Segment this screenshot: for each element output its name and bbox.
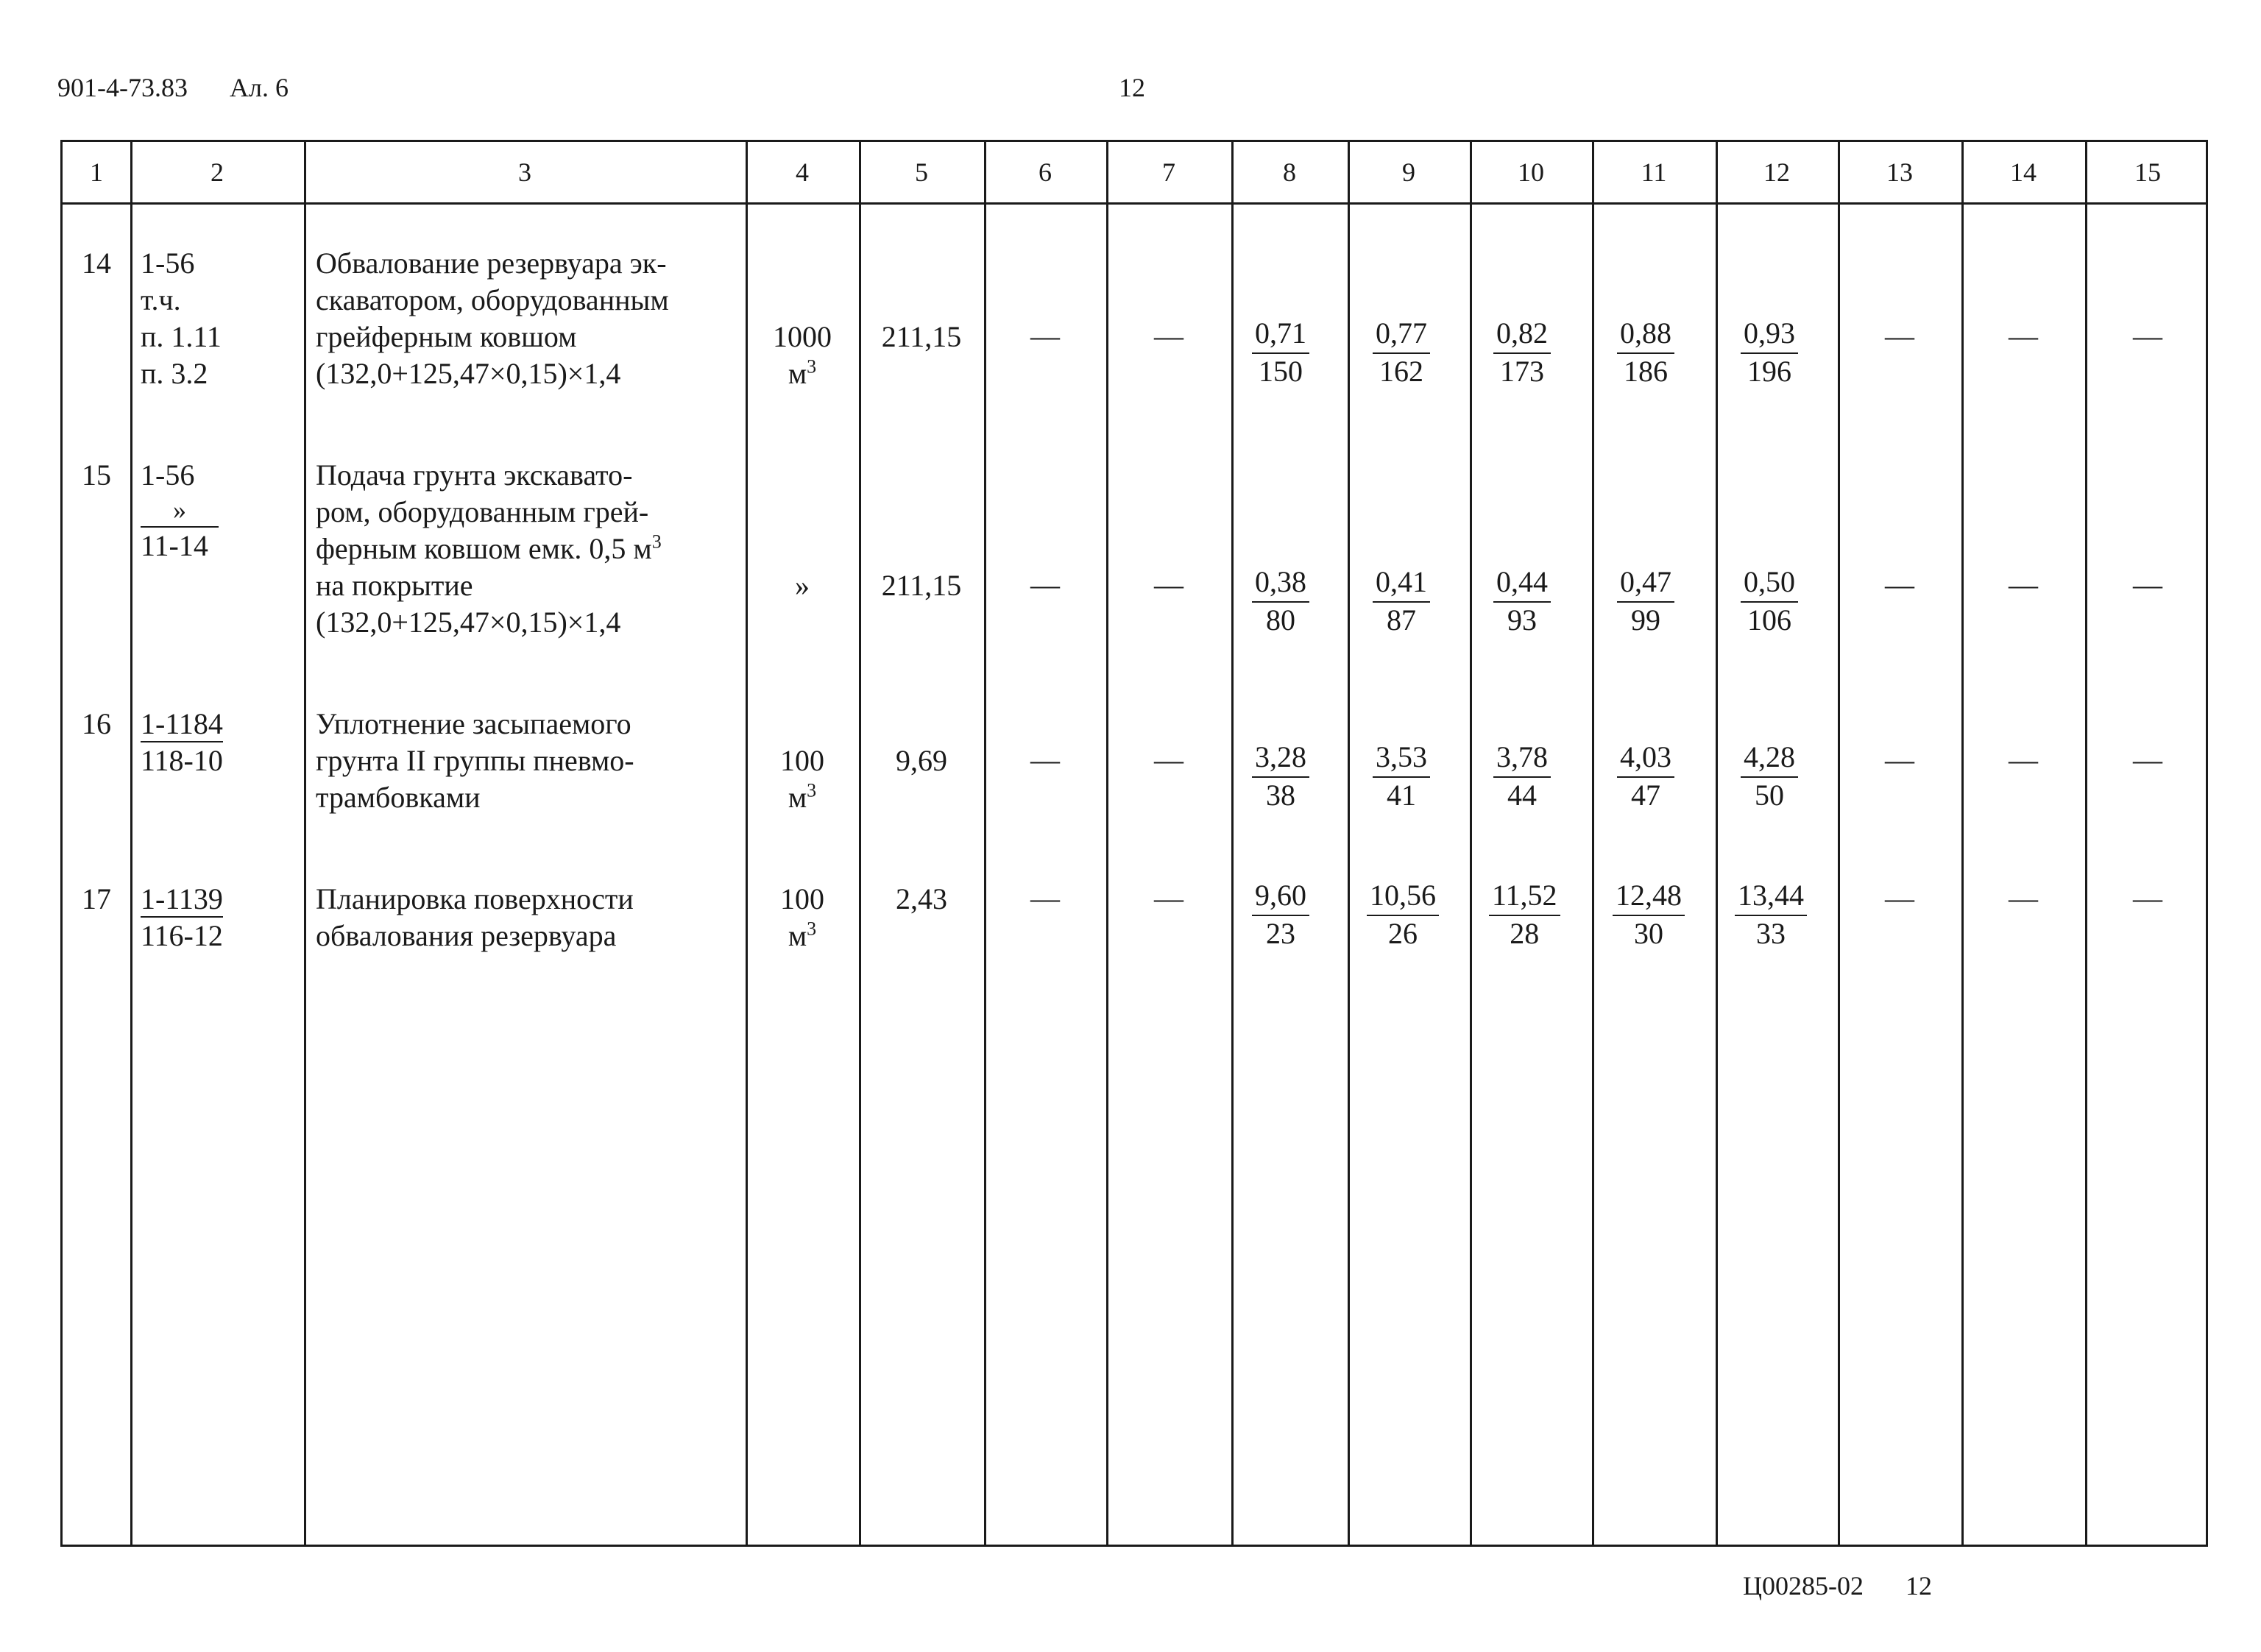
- dash-col15: —: [2133, 743, 2162, 776]
- fraction-bottom: 23: [1266, 917, 1295, 950]
- page-number-top: 12: [1119, 73, 1145, 102]
- fraction-bottom: 196: [1747, 355, 1791, 388]
- fraction-top: 10,56: [1367, 878, 1439, 916]
- desc-line: (132,0+125,47×0,15)×1,4: [316, 606, 621, 639]
- fraction-col12: [1735, 878, 1807, 951]
- quantity: 9,69: [896, 744, 947, 777]
- col-divider: [1716, 142, 1718, 1545]
- column-header: 15: [2134, 157, 2161, 187]
- dash-col7: —: [1154, 568, 1183, 601]
- column-header: 2: [210, 157, 224, 187]
- unit-text: м: [788, 357, 807, 390]
- dash-col14: —: [2009, 568, 2038, 601]
- fraction-bottom: 93: [1507, 603, 1537, 637]
- quantity: 211,15: [881, 569, 962, 602]
- fraction-top: 11,52: [1489, 878, 1560, 916]
- fraction-bottom: 106: [1747, 603, 1791, 637]
- unit-value: 100: [780, 744, 824, 777]
- fraction-bottom: 173: [1500, 355, 1544, 388]
- col-divider: [1470, 142, 1472, 1545]
- unit-text: м: [788, 919, 807, 952]
- column-header: 4: [796, 157, 809, 187]
- norm-code: [141, 706, 223, 779]
- fraction-col11: [1617, 564, 1674, 638]
- unit-of-measure: »: [795, 569, 810, 602]
- col-divider: [1592, 142, 1594, 1545]
- fraction-top: 0,77: [1373, 316, 1430, 354]
- desc-line: Обвалование резервуара эк-: [316, 247, 667, 280]
- fraction-col10: [1493, 316, 1551, 389]
- code-top: 1-1139: [141, 882, 223, 918]
- fraction-top: 0,38: [1252, 564, 1309, 603]
- dash-col15: —: [2133, 882, 2162, 915]
- code-line: п. 3.2: [141, 357, 208, 390]
- dash-col15: —: [2133, 319, 2162, 352]
- code-top: 1-1184: [141, 707, 223, 742]
- column-header: 7: [1162, 157, 1175, 187]
- column-header: 9: [1402, 157, 1415, 187]
- code-line: п. 1.11: [141, 320, 222, 353]
- dash-col6: —: [1030, 319, 1060, 352]
- dash-col6: —: [1030, 568, 1060, 601]
- fraction-col11: [1613, 878, 1685, 951]
- fraction-bottom: 50: [1755, 779, 1784, 812]
- fraction-top: 0,88: [1617, 316, 1674, 354]
- desc-line: Планировка поверхности: [316, 882, 634, 915]
- footer-doc-code: Ц00285-02: [1743, 1571, 1864, 1600]
- column-header: 13: [1886, 157, 1913, 187]
- row-number: 14: [82, 247, 111, 280]
- fraction-bottom: 162: [1379, 355, 1423, 388]
- fraction-top: 3,28: [1252, 740, 1309, 778]
- footer-code: [1743, 1570, 1932, 1601]
- fraction-top: 4,03: [1617, 740, 1674, 778]
- code-line: т.ч.: [141, 283, 181, 316]
- fraction-bottom: 44: [1507, 779, 1537, 812]
- col-divider: [130, 142, 132, 1545]
- fraction-col12: [1741, 316, 1798, 389]
- column-header: 3: [518, 157, 531, 187]
- fraction-col8: [1252, 316, 1309, 389]
- desc-line: трамбовками: [316, 781, 481, 814]
- fraction-col9: [1373, 316, 1430, 389]
- fraction-bottom: 33: [1756, 917, 1786, 950]
- dash-col13: —: [1885, 743, 1914, 776]
- unit-value-2: [746, 355, 859, 392]
- desc-line: скаватором, оборудованным: [316, 283, 669, 316]
- fraction-top: 0,82: [1493, 316, 1551, 354]
- fraction-bottom: 28: [1510, 917, 1540, 950]
- unit-of-measure: [746, 742, 859, 816]
- fraction-top: 0,41: [1373, 564, 1430, 603]
- norm-code: [141, 457, 219, 564]
- unit-value: 1000: [773, 320, 832, 353]
- row-number: 15: [82, 458, 111, 492]
- fraction-bottom: 30: [1634, 917, 1663, 950]
- unit-text: м: [788, 781, 807, 814]
- desc-line: грейферным ковшом: [316, 320, 577, 353]
- fraction-bottom: 80: [1266, 603, 1295, 637]
- fraction-col12: [1741, 740, 1798, 813]
- dash-col7: —: [1154, 319, 1183, 352]
- estimate-table: [60, 140, 2208, 1547]
- column-header: 6: [1038, 157, 1052, 187]
- fraction-bottom: 47: [1631, 779, 1660, 812]
- unit-sup: 3: [807, 779, 817, 801]
- column-header: 8: [1283, 157, 1296, 187]
- col-divider: [1231, 142, 1234, 1545]
- fraction-col10: [1493, 740, 1551, 813]
- col-divider: [304, 142, 306, 1545]
- code-bottom: 116-12: [141, 919, 223, 952]
- unit-value-2: [746, 779, 859, 816]
- code-bottom: 118-10: [141, 744, 223, 777]
- unit-of-measure: [746, 319, 859, 392]
- fraction-top: 0,47: [1617, 564, 1674, 603]
- fraction-col9: [1373, 564, 1430, 638]
- unit-value: 100: [780, 882, 824, 915]
- fraction-bottom: 150: [1259, 355, 1303, 388]
- desc-line: Подача грунта экскавато-: [316, 458, 633, 492]
- fraction-col12: [1741, 564, 1798, 638]
- code-line: 1-56: [141, 458, 195, 492]
- fraction-bottom: 186: [1624, 355, 1668, 388]
- work-description: [316, 457, 735, 641]
- quantity: 211,15: [881, 320, 962, 353]
- fraction-col8: [1252, 740, 1309, 813]
- fraction-col8: [1252, 564, 1309, 638]
- document-code-header: [57, 72, 289, 103]
- fraction-col10: [1493, 564, 1551, 638]
- code-line: 1-56: [141, 247, 195, 280]
- fraction-top: 0,71: [1252, 316, 1309, 354]
- sheet-label: Ал. 6: [229, 73, 289, 102]
- dash-col6: —: [1030, 882, 1060, 915]
- fraction-bottom: 26: [1388, 917, 1418, 950]
- fraction-col10: [1489, 878, 1560, 951]
- footer-page-number: 12: [1906, 1571, 1932, 1600]
- desc-sup: 3: [651, 531, 662, 553]
- fraction-top: 12,48: [1613, 878, 1685, 916]
- row-number: 16: [82, 707, 111, 740]
- dash-col14: —: [2009, 319, 2038, 352]
- doc-code: 901-4-73.83: [57, 73, 188, 102]
- dash-col7: —: [1154, 882, 1183, 915]
- fraction-bottom: 41: [1387, 779, 1416, 812]
- fraction-col9: [1373, 740, 1430, 813]
- dash-col14: —: [2009, 882, 2038, 915]
- dash-col13: —: [1885, 568, 1914, 601]
- desc-line: (132,0+125,47×0,15)×1,4: [316, 357, 621, 390]
- norm-code: [141, 881, 223, 954]
- dash-col13: —: [1885, 882, 1914, 915]
- fraction-top: 3,78: [1493, 740, 1551, 778]
- work-description: [316, 706, 735, 816]
- desc-line: на покрытие: [316, 569, 473, 602]
- dash-col13: —: [1885, 319, 1914, 352]
- fraction-top: 3,53: [1373, 740, 1430, 778]
- column-header: 1: [90, 157, 103, 187]
- column-header: 11: [1641, 157, 1667, 187]
- code-line: »: [141, 494, 219, 528]
- column-header: 10: [1518, 157, 1544, 187]
- norm-code: [141, 245, 222, 392]
- code-line: 11-14: [141, 529, 208, 562]
- dash-col7: —: [1154, 743, 1183, 776]
- fraction-top: 9,60: [1252, 878, 1309, 916]
- desc-text: ферным ковшом емк. 0,5 м: [316, 532, 652, 565]
- fraction-col9: [1367, 878, 1439, 951]
- fraction-bottom: 87: [1387, 603, 1416, 637]
- row-number: 17: [82, 882, 111, 915]
- column-header: 5: [915, 157, 928, 187]
- fraction-col11: [1617, 316, 1674, 389]
- dash-col6: —: [1030, 743, 1060, 776]
- unit-sup: 3: [807, 355, 817, 377]
- fraction-bottom: 38: [1266, 779, 1295, 812]
- quantity: 2,43: [896, 882, 947, 915]
- work-description: [316, 245, 735, 392]
- unit-value-2: [746, 918, 859, 954]
- unit-of-measure: [746, 881, 859, 954]
- header-separator: [63, 202, 2206, 205]
- desc-line: обвалования резервуара: [316, 919, 617, 952]
- unit-sup: 3: [807, 918, 817, 940]
- column-header: 12: [1763, 157, 1790, 187]
- fraction-top: 13,44: [1735, 878, 1807, 916]
- desc-line: грунта II группы пневмо-: [316, 744, 634, 777]
- column-header: 14: [2010, 157, 2037, 187]
- desc-line: Уплотнение засыпаемого: [316, 707, 631, 740]
- fraction-top: 4,28: [1741, 740, 1798, 778]
- fraction-top: 0,93: [1741, 316, 1798, 354]
- col-divider: [1348, 142, 1350, 1545]
- fraction-bottom: 99: [1631, 603, 1660, 637]
- fraction-col8: [1252, 878, 1309, 951]
- desc-line: ром, оборудованным грей-: [316, 495, 649, 528]
- work-description: [316, 881, 735, 954]
- dash-col14: —: [2009, 743, 2038, 776]
- fraction-top: 0,44: [1493, 564, 1551, 603]
- fraction-col11: [1617, 740, 1674, 813]
- desc-line-with-sup: [316, 531, 735, 567]
- dash-col15: —: [2133, 568, 2162, 601]
- fraction-top: 0,50: [1741, 564, 1798, 603]
